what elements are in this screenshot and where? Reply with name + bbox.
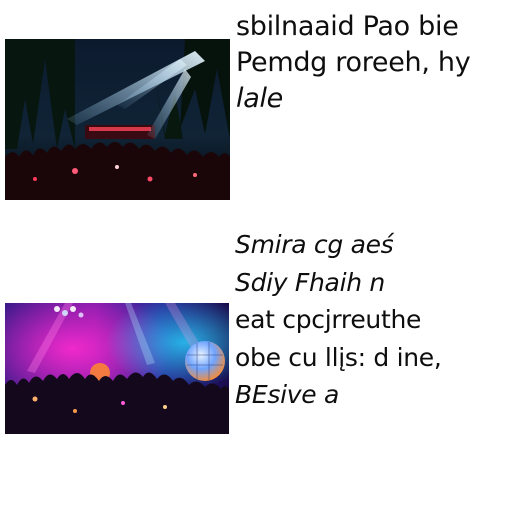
caption-line: Pemdg roreeh, hy bbox=[236, 47, 471, 78]
caption-text bbox=[235, 226, 507, 414]
concert-photo bbox=[5, 39, 230, 200]
caption-line: BEsive a bbox=[235, 380, 339, 409]
content-card bbox=[0, 222, 512, 512]
caption-line: lale bbox=[236, 83, 283, 114]
caption-line: Sdiy Fhaih n bbox=[235, 267, 385, 297]
concert-forest-illustration bbox=[5, 39, 230, 200]
caption-text bbox=[236, 9, 506, 117]
disco-club-illustration bbox=[5, 303, 229, 434]
caption-line: sbilnaaid Pao bie bbox=[236, 11, 459, 42]
caption-line: obe cu llįs: d ine, bbox=[235, 342, 442, 372]
content-card bbox=[0, 0, 512, 230]
club-photo bbox=[5, 303, 229, 434]
caption-line: Smira cg aeś bbox=[235, 230, 394, 259]
caption-line: eat cpcjrreuthe bbox=[235, 305, 422, 334]
